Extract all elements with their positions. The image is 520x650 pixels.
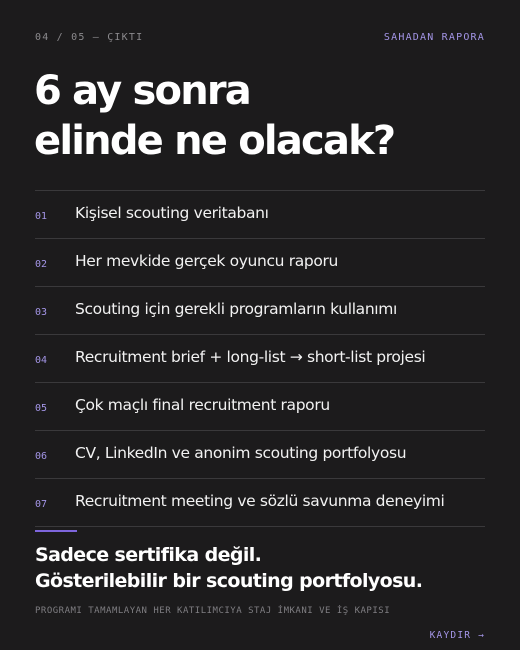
list-item [35, 191, 485, 239]
item-label: CV, LinkedIn ve anonim scouting portfolyosu [75, 444, 407, 462]
list-item [35, 287, 485, 335]
item-number: 02 [35, 259, 48, 270]
list-item [35, 479, 485, 527]
item-number: 03 [35, 307, 48, 318]
item-label: Kişisel scouting veritabanı [75, 204, 269, 222]
item-number: 07 [35, 499, 48, 510]
tagline-line-1: Sadece sertifika değil. [35, 544, 262, 566]
tagline [35, 542, 422, 594]
swipe-hint-button[interactable]: KAYDIR → [429, 630, 485, 641]
slide-counter: 04 / 05 — ÇIKTI [35, 32, 144, 43]
item-label: Çok maçlı final recruitment raporu [75, 396, 330, 414]
tagline-line-2: Gösterilebilir bir scouting portfolyosu. [35, 570, 423, 592]
page-title [34, 66, 494, 166]
item-number: 05 [35, 403, 48, 414]
list-item [35, 335, 485, 383]
item-label: Her mevkide gerçek oyuncu raporu [75, 252, 339, 270]
title-line-1: 6 ay sonra [34, 68, 251, 114]
item-number: 06 [35, 451, 48, 462]
item-number: 01 [35, 211, 48, 222]
list-item [35, 431, 485, 479]
brand-label: SAHADAN RAPORA [383, 32, 485, 43]
item-label: Scouting için gerekli programların kullanımı [75, 300, 397, 318]
list-item [35, 239, 485, 287]
internship-note: PROGRAMI TAMAMLAYAN HER KATILIMCIYA STAJ İMKANI VE İŞ KAPISI [35, 606, 391, 616]
title-line-2: elinde ne olacak? [34, 118, 395, 164]
item-label: Recruitment brief + long-list → short-list projesi [75, 348, 426, 366]
outputs-list [35, 190, 485, 527]
item-label: Recruitment meeting ve sözlü savunma deneyimi [75, 492, 445, 510]
item-number: 04 [35, 355, 48, 366]
accent-divider [35, 530, 77, 532]
list-item [35, 383, 485, 431]
top-bar [35, 32, 485, 46]
